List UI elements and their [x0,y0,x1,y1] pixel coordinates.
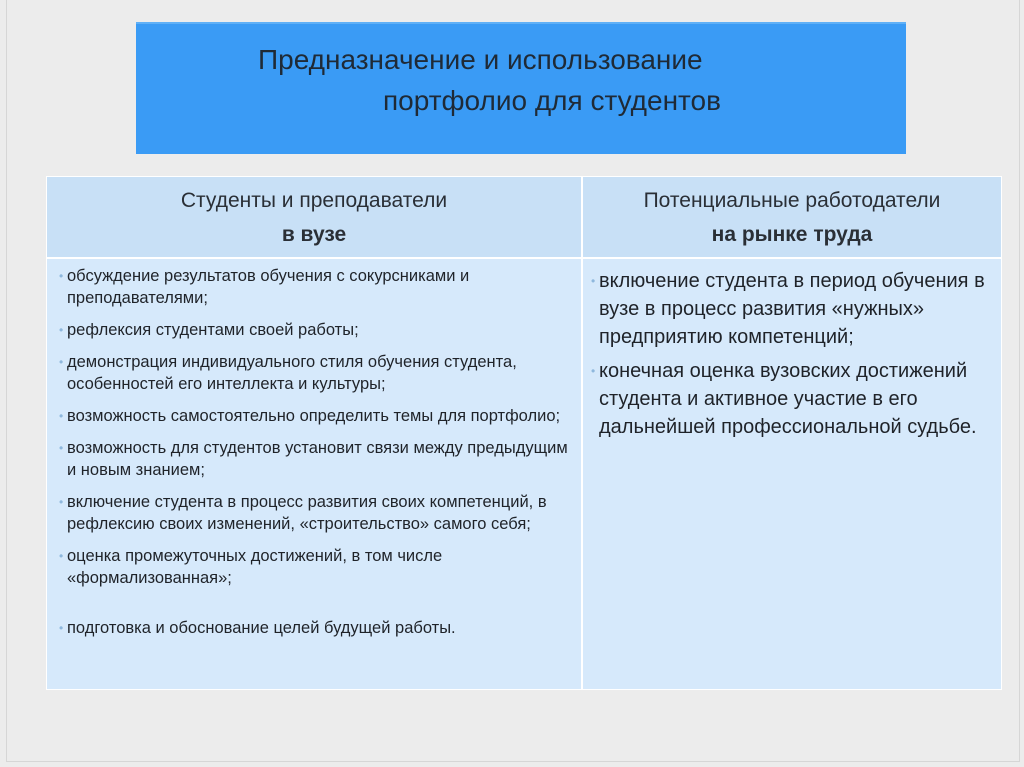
bullet-icon: • [591,364,596,378]
list-item [59,617,571,639]
header-subtext: в вузе [281,223,347,246]
list-item [59,545,571,589]
header-text: Потенциальные работодатели [643,189,941,212]
students-column-body [47,259,581,689]
students-list [59,265,571,649]
slide-title-line2: портфолио для студентов [383,85,721,116]
bullet-icon: • [59,441,64,455]
list-item [591,357,991,441]
list-item-text: возможность самостоятельно определить темы для портфолио; [67,407,561,425]
bullet-icon: • [59,355,64,369]
list-item-text: демонстрация индивидуального стиля обучения студента, особенностей его интеллекта и культуры; [67,353,517,393]
bullet-icon: • [591,274,596,288]
column-header-employers [583,177,1001,257]
header-text: Студенты и преподаватели [180,189,448,212]
list-item [59,491,571,535]
header-subtext: на рынке труда [711,223,873,246]
comparison-table [46,176,1002,690]
list-item-text: подготовка и обоснование целей будущей работы. [67,619,456,637]
employers-list [591,267,991,447]
list-item [591,267,991,351]
list-item [59,405,571,427]
employers-column-body [583,259,1001,689]
list-item [59,265,571,309]
list-item-text: включение студента в период обучения в вузе в процесс развития «нужных» предприятию компетенций; [599,270,985,348]
bullet-icon: • [59,269,64,283]
list-item-text: рефлексия студентами своей работы; [67,321,359,339]
list-item-text: оценка промежуточных достижений, в том числе «формализованная»; [67,547,443,587]
bullet-icon: • [59,495,64,509]
list-item-text: обсуждение результатов обучения с сокурсниками и преподавателями; [67,267,470,307]
bullet-icon: • [59,323,64,337]
bullet-icon: • [59,621,64,635]
list-item-text: конечная оценка вузовских достижений студента и активное участие в его дальнейшей профессиональной судьбе. [599,360,977,438]
list-item-text: включение студента в процесс развития своих компетенций, в рефлексию своих изменений, «строительство» самого себя; [67,493,547,533]
bullet-icon: • [59,549,64,563]
list-item [59,351,571,395]
slide-title-line1: Предназначение и использование [258,44,703,75]
list-item-text: возможность для студентов установит связи между предыдущим и новым знанием; [67,439,568,479]
bullet-icon: • [59,409,64,423]
list-item [59,437,571,481]
column-header-students [47,177,581,257]
list-item [59,319,571,341]
